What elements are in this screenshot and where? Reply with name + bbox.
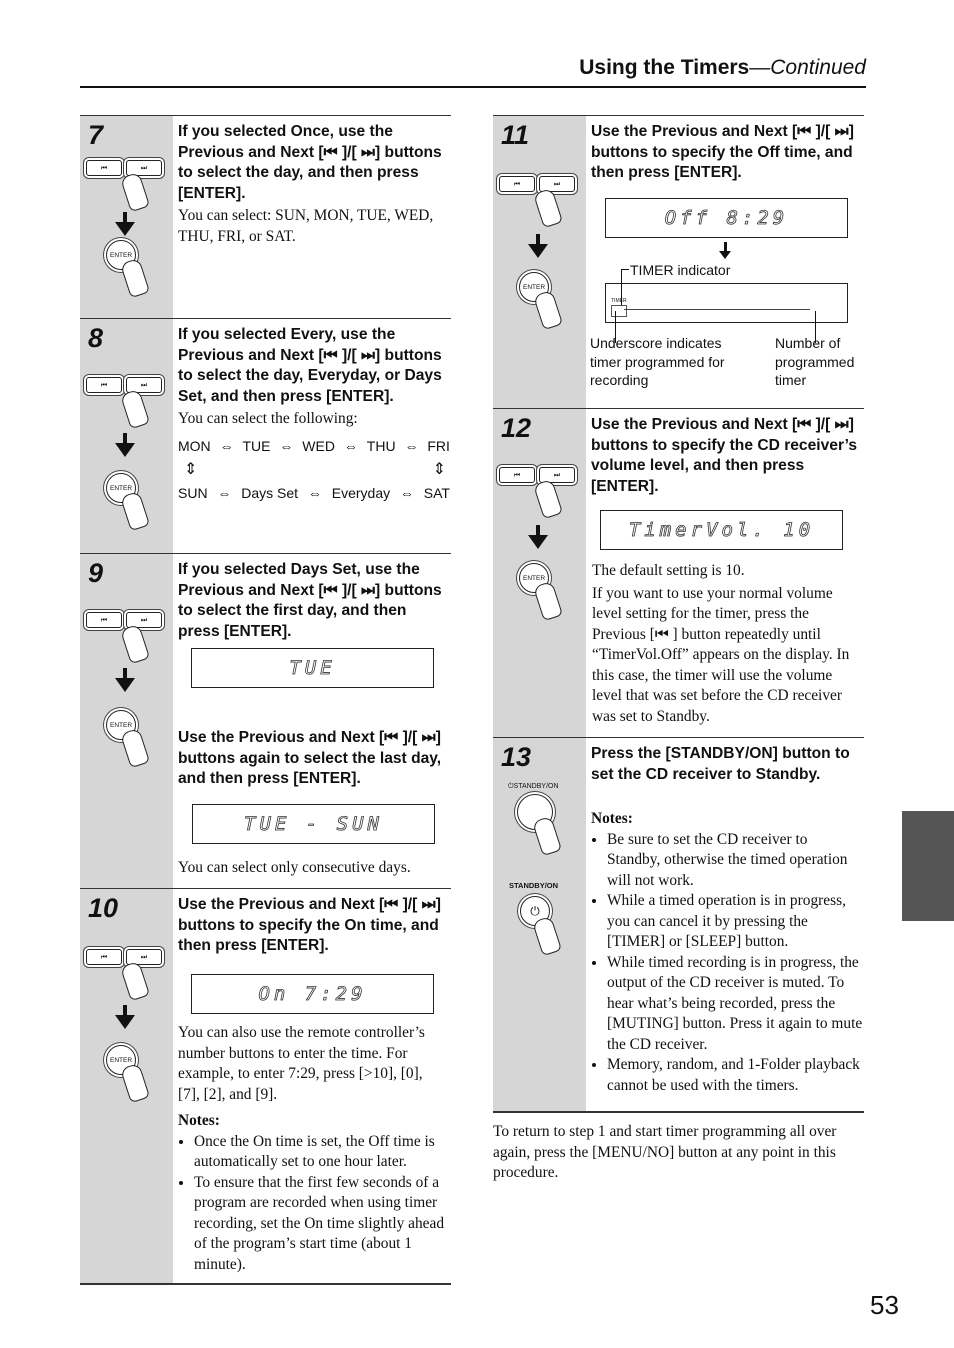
note-item: • While timed recording is in progress, the output of the CD receiver is muted. To hear what’s being recorded, press the [MUTING] button. Press it again to mute the CD receiver. xyxy=(607,953,864,1056)
cycle-arrow: ⇔ xyxy=(279,437,294,454)
prev-button[interactable]: ⏮ xyxy=(86,949,122,965)
footer-text: To return to step 1 and start timer programming all over again, press the [MENU/NO] button at any point in this procedure. xyxy=(493,1123,837,1181)
step-number: 7 xyxy=(88,120,104,150)
enter-button[interactable]: ENTER xyxy=(106,473,136,503)
step-instruction: If you selected Days Set, use the Previous and Next [⏮ ]/[ ⏭] buttons to select the first day, and then press [ENTER]. xyxy=(178,561,442,640)
enter-button[interactable]: ENTER xyxy=(519,272,549,302)
lcd-display: On 7:29 xyxy=(191,974,434,1014)
step-number: 10 xyxy=(88,893,119,923)
down-arrow-icon xyxy=(115,222,135,236)
cycle-arrow: ⇔ xyxy=(399,484,414,501)
note-item: • While a timed operation is in progress, you can cancel it by pressing the [TIMER] or [SLEEP] button. xyxy=(607,891,864,953)
cycle-item: SAT xyxy=(423,484,450,501)
lcd-display: TUE xyxy=(191,648,434,688)
step-11 xyxy=(493,115,864,409)
prev-next-buttons xyxy=(499,176,575,192)
column-bottom-rule xyxy=(80,1283,451,1285)
note-item: • Be sure to set the CD receiver to Standby, otherwise the timed operation will not work. xyxy=(607,830,864,892)
step-instruction: If you selected Every, use the Previous and Next [⏮ ]/[ ⏭] buttons to select the day, Everyday, or Days Set, and then press [ENTER]. xyxy=(178,326,442,405)
notes-title: Notes: xyxy=(178,1112,220,1129)
standby-remote-label: STANDBY/ON xyxy=(509,881,559,890)
step-7-icon-panel xyxy=(80,116,173,319)
prev-next-buttons xyxy=(499,467,575,483)
header-rule xyxy=(80,86,866,88)
hand-icon xyxy=(533,479,563,519)
prev-button[interactable]: ⏮ xyxy=(499,176,535,192)
hand-icon xyxy=(533,581,563,621)
step-text: You can select: SUN, MON, TUE, WED, THU, FRI, or SAT. xyxy=(178,207,434,245)
notes-title: Notes: xyxy=(591,810,633,827)
hand-icon xyxy=(120,258,150,298)
step-13 xyxy=(493,737,864,1112)
callout-underscore: Underscore indicates timer programmed for recording xyxy=(590,335,725,388)
cycle-arrow: ⇕ xyxy=(432,460,446,478)
step-9 xyxy=(80,553,451,889)
enter-button[interactable]: ENTER xyxy=(519,563,549,593)
cycle-arrow: ⇔ xyxy=(404,437,419,454)
day-cycle-bottom xyxy=(178,485,450,501)
cycle-arrow: ⇔ xyxy=(217,484,232,501)
step-text: You can select the following: xyxy=(178,410,358,427)
cycle-item: Everyday xyxy=(331,484,391,501)
hand-icon xyxy=(532,816,562,856)
step-instruction: Use the Previous and Next [⏮ ]/[ ⏭] buttons to specify the On time, and then press [ENTER]. xyxy=(178,896,441,954)
step-number: 8 xyxy=(88,323,104,353)
cycle-arrow: ⇕ xyxy=(184,460,198,478)
cycle-arrow: ⇔ xyxy=(343,437,358,454)
page-header xyxy=(80,56,866,80)
timer-indicator-icon xyxy=(611,305,627,317)
hand-icon xyxy=(120,389,150,429)
cycle-item: MON xyxy=(178,437,211,454)
enter-button[interactable]: ENTER xyxy=(106,240,136,270)
prev-next-buttons xyxy=(86,612,162,628)
cycle-item: FRI xyxy=(427,437,450,454)
page-number: 53 xyxy=(870,1290,899,1320)
callout-line xyxy=(621,269,629,270)
lcd-down-arrow-icon xyxy=(719,251,731,259)
prev-next-buttons xyxy=(86,160,162,176)
power-icon[interactable]: ⏻ xyxy=(520,896,550,926)
hand-icon xyxy=(120,172,150,212)
next-button[interactable]: ⏭ xyxy=(126,612,162,628)
column-bottom-rule xyxy=(493,1111,864,1113)
hand-icon xyxy=(533,290,563,330)
lcd-timer-display xyxy=(605,283,848,323)
prev-next-buttons xyxy=(86,377,162,393)
note-item: • Once the On time is set, the Off time is automatically set to one hour later. xyxy=(194,1132,447,1173)
step-9-icon-panel xyxy=(80,554,173,889)
hand-icon xyxy=(532,916,562,956)
next-button[interactable]: ⏭ xyxy=(126,160,162,176)
callout-timer-number: Number of programmed timer xyxy=(775,335,855,388)
prev-next-buttons xyxy=(86,949,162,965)
enter-button[interactable]: ENTER xyxy=(106,710,136,740)
step-number: 9 xyxy=(88,558,104,588)
header-title: Using the Timers xyxy=(579,56,750,79)
header-suffix: —Continued xyxy=(749,56,866,79)
down-arrow-icon xyxy=(115,443,135,457)
timer-indicator-label: TIMER indicator xyxy=(630,262,731,278)
hand-icon xyxy=(120,1063,150,1103)
next-button[interactable]: ⏭ xyxy=(126,949,162,965)
step-instruction: Press the [STANDBY/ON] button to set the CD receiver to Standby. xyxy=(591,745,850,783)
step-text: You can also use the remote controller’s number buttons to enter the time. For example, to enter 7:29, press [>10], [0], [7], [2], and [9]. xyxy=(178,1024,425,1103)
hand-icon xyxy=(120,728,150,768)
step-text: If you want to use your normal volume level setting for the timer, press the Previous [⏮ ] button repeatedly until “TimerVol.Off” appears on the display. In this case, the timer will use the volume level that was set before the CD receiver was set to Standby. xyxy=(592,584,850,725)
step-instruction: Use the Previous and Next [⏮ ]/[ ⏭] buttons to specify the CD receiver’s volume level, and then press [ENTER]. xyxy=(591,416,858,495)
down-arrow-icon xyxy=(528,244,548,258)
step-12-icon-panel xyxy=(493,409,586,738)
step-instruction: Use the Previous and Next [⏮ ]/[ ⏭] buttons to specify the Off time, and then press [ENTER]. xyxy=(591,123,854,181)
standby-label: ⏻STANDBY/ON xyxy=(508,783,559,790)
cycle-item: SUN xyxy=(178,484,208,501)
cycle-arrow: ⇔ xyxy=(219,437,234,454)
step-8-icon-panel xyxy=(80,319,173,554)
down-arrow-icon xyxy=(528,535,548,549)
timer-icon-label: TIMER xyxy=(611,298,627,304)
section-tab xyxy=(902,811,954,921)
notes-list xyxy=(591,830,864,1097)
hand-icon xyxy=(120,624,150,664)
step-11-icon-panel xyxy=(493,116,586,409)
day-cycle-vertical xyxy=(178,459,446,479)
cycle-item: WED xyxy=(302,437,335,454)
prev-button[interactable]: ⏮ xyxy=(86,160,122,176)
next-button[interactable]: ⏭ xyxy=(126,377,162,393)
next-button[interactable]: ⏭ xyxy=(539,176,575,192)
step-10 xyxy=(80,888,451,1284)
step-instruction-2: Use the Previous and Next [⏮ ]/[ ⏭] buttons again to select the last day, and then press [ENTER]. xyxy=(178,729,442,787)
step-8 xyxy=(80,318,451,554)
cycle-item: TUE xyxy=(242,437,271,454)
lcd-display: TUE - SUN xyxy=(192,804,435,844)
cycle-item: Days Set xyxy=(241,484,299,501)
note-item: • Memory, random, and 1-Folder playback cannot be used with the timers. xyxy=(607,1055,864,1096)
next-button[interactable]: ⏭ xyxy=(539,467,575,483)
cycle-arrow: ⇔ xyxy=(307,484,322,501)
note-item: • To ensure that the first few seconds of a program are recorded when using timer recording, set the On time slightly ahead of the program’s start time (about 1 minute). xyxy=(194,1173,447,1276)
step-instruction: If you selected Once, use the Previous and Next [⏮ ]/[ ⏭] buttons to select the day, and then press [ENTER]. xyxy=(178,123,442,202)
down-arrow-icon xyxy=(115,1015,135,1029)
notes-list xyxy=(178,1132,447,1276)
hand-icon xyxy=(120,961,150,1001)
lcd-display: TimerVol. 10 xyxy=(600,510,843,550)
step-number: 12 xyxy=(501,413,532,443)
step-7 xyxy=(80,115,451,319)
day-cycle-top xyxy=(178,438,450,454)
enter-button[interactable]: ENTER xyxy=(106,1045,136,1075)
step-number: 13 xyxy=(501,742,532,772)
timer-underscore xyxy=(624,309,810,310)
step-text: You can select only consecutive days. xyxy=(178,859,411,876)
hand-icon xyxy=(120,491,150,531)
step-number: 11 xyxy=(501,120,530,150)
step-text: The default setting is 10. xyxy=(592,562,745,579)
step-10-icon-panel xyxy=(80,889,173,1284)
prev-button[interactable]: ⏮ xyxy=(86,377,122,393)
hand-icon xyxy=(533,188,563,228)
step-13-icon-panel xyxy=(493,738,586,1112)
step-12 xyxy=(493,408,864,738)
prev-button[interactable]: ⏮ xyxy=(499,467,535,483)
prev-button[interactable]: ⏮ xyxy=(86,612,122,628)
down-arrow-icon xyxy=(115,678,135,692)
lcd-display: Off 8:29 xyxy=(605,198,848,238)
cycle-item: THU xyxy=(366,437,396,454)
